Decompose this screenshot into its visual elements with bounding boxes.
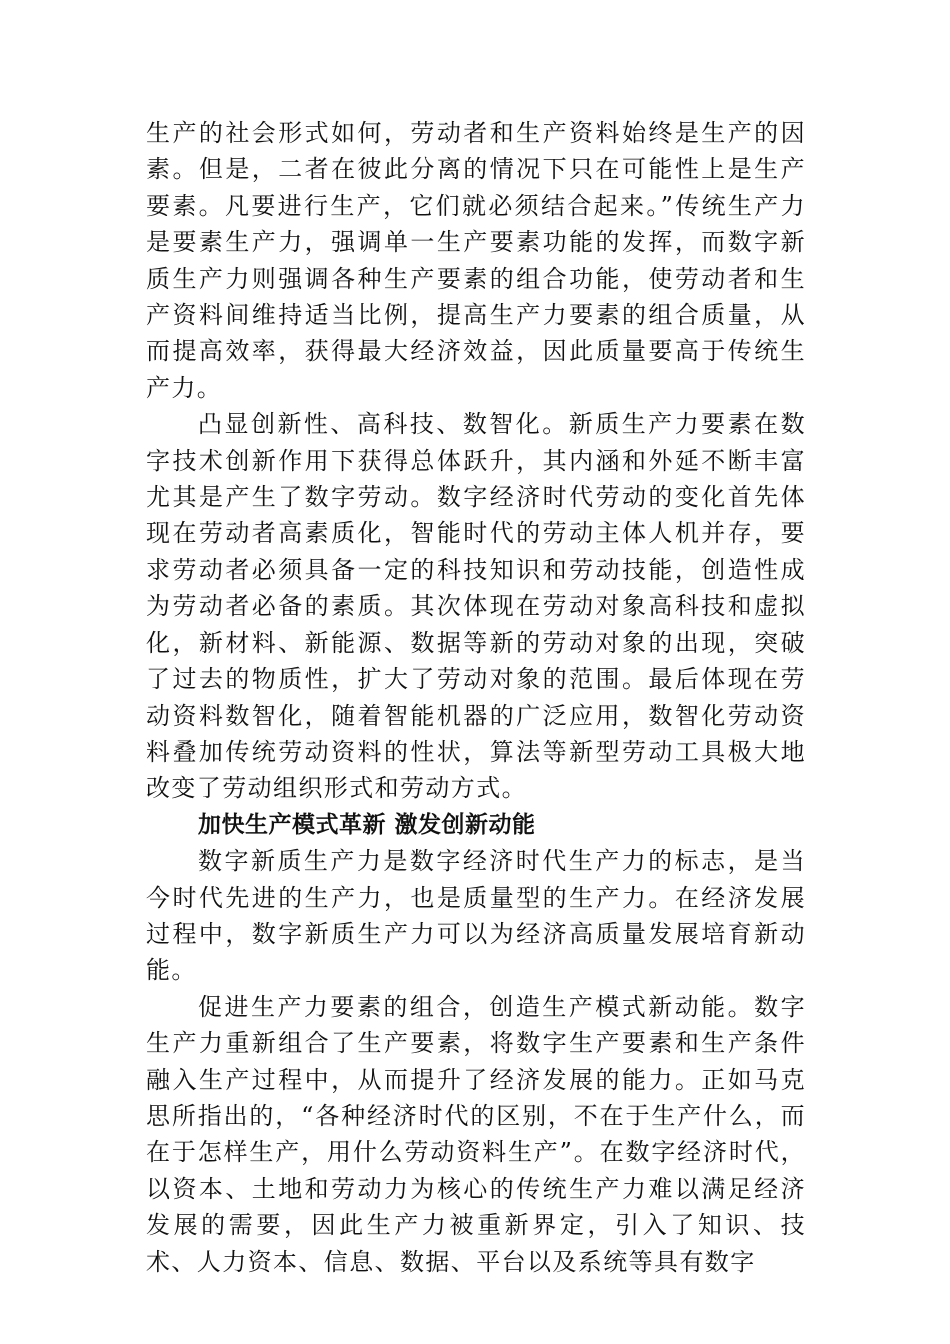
body-paragraph-2: 凸显创新性、高科技、数智化。新质生产力要素在数字技术创新作用下获得总体跃升，其内涵和外延不断丰富尤其是产生了数字劳动。数字经济时代劳动的变化首先体现在劳动者高素质化，智能时代的劳动主体人机并存，要求劳动者必须具备一定的科技知识和劳动技能，创造性成为劳动者必备的素质。其次体现在劳动对象高科技和虚拟化，新材料、新能源、数据等新的劳动对象的出现，突破了过去的物质性，扩大了劳动对象的范围。最后体现在劳动资料数智化，随着智能机器的广泛应用，数智化劳动资料叠加传统劳动资料的性状，算法等新型劳动工具极大地改变了劳动组织形式和劳动方式。 bbox=[146, 410, 806, 803]
section-heading: 加快生产模式革新 激发创新动能 bbox=[198, 811, 536, 838]
document-page bbox=[146, 115, 806, 1280]
body-paragraph-3: 数字新质生产力是数字经济时代生产力的标志，是当今时代先进的生产力，也是质量型的生产力。在经济发展过程中，数字新质生产力可以为经济高质量发展培育新动能。 bbox=[146, 847, 806, 985]
body-paragraph-1: 生产的社会形式如何，劳动者和生产资料始终是生产的因素。但是，二者在彼此分离的情况下只在可能性上是生产要素。凡要进行生产，它们就必须结合起来。”传统生产力是要素生产力，强调单一生产要素功能的发挥，而数字新质生产力则强调各种生产要素的组合功能，使劳动者和生产资料间维持适当比例，提高生产力要素的组合质量，从而提高效率，获得最大经济效益，因此质量要高于传统生产力。 bbox=[146, 119, 806, 402]
body-paragraph-4: 促进生产力要素的组合，创造生产模式新动能。数字生产力重新组合了生产要素，将数字生产要素和生产条件融入生产过程中，从而提升了经济发展的能力。正如马克思所指出的，“各种经济时代的区别，不在于生产什么，而在于怎样生产，用什么劳动资料生产”。在数字经济时代，以资本、土地和劳动力为核心的传统生产力难以满足经济发展的需要，因此生产力被重新界定，引入了知识、技术、人力资本、信息、数据、平台以及系统等具有数字 bbox=[146, 992, 806, 1276]
